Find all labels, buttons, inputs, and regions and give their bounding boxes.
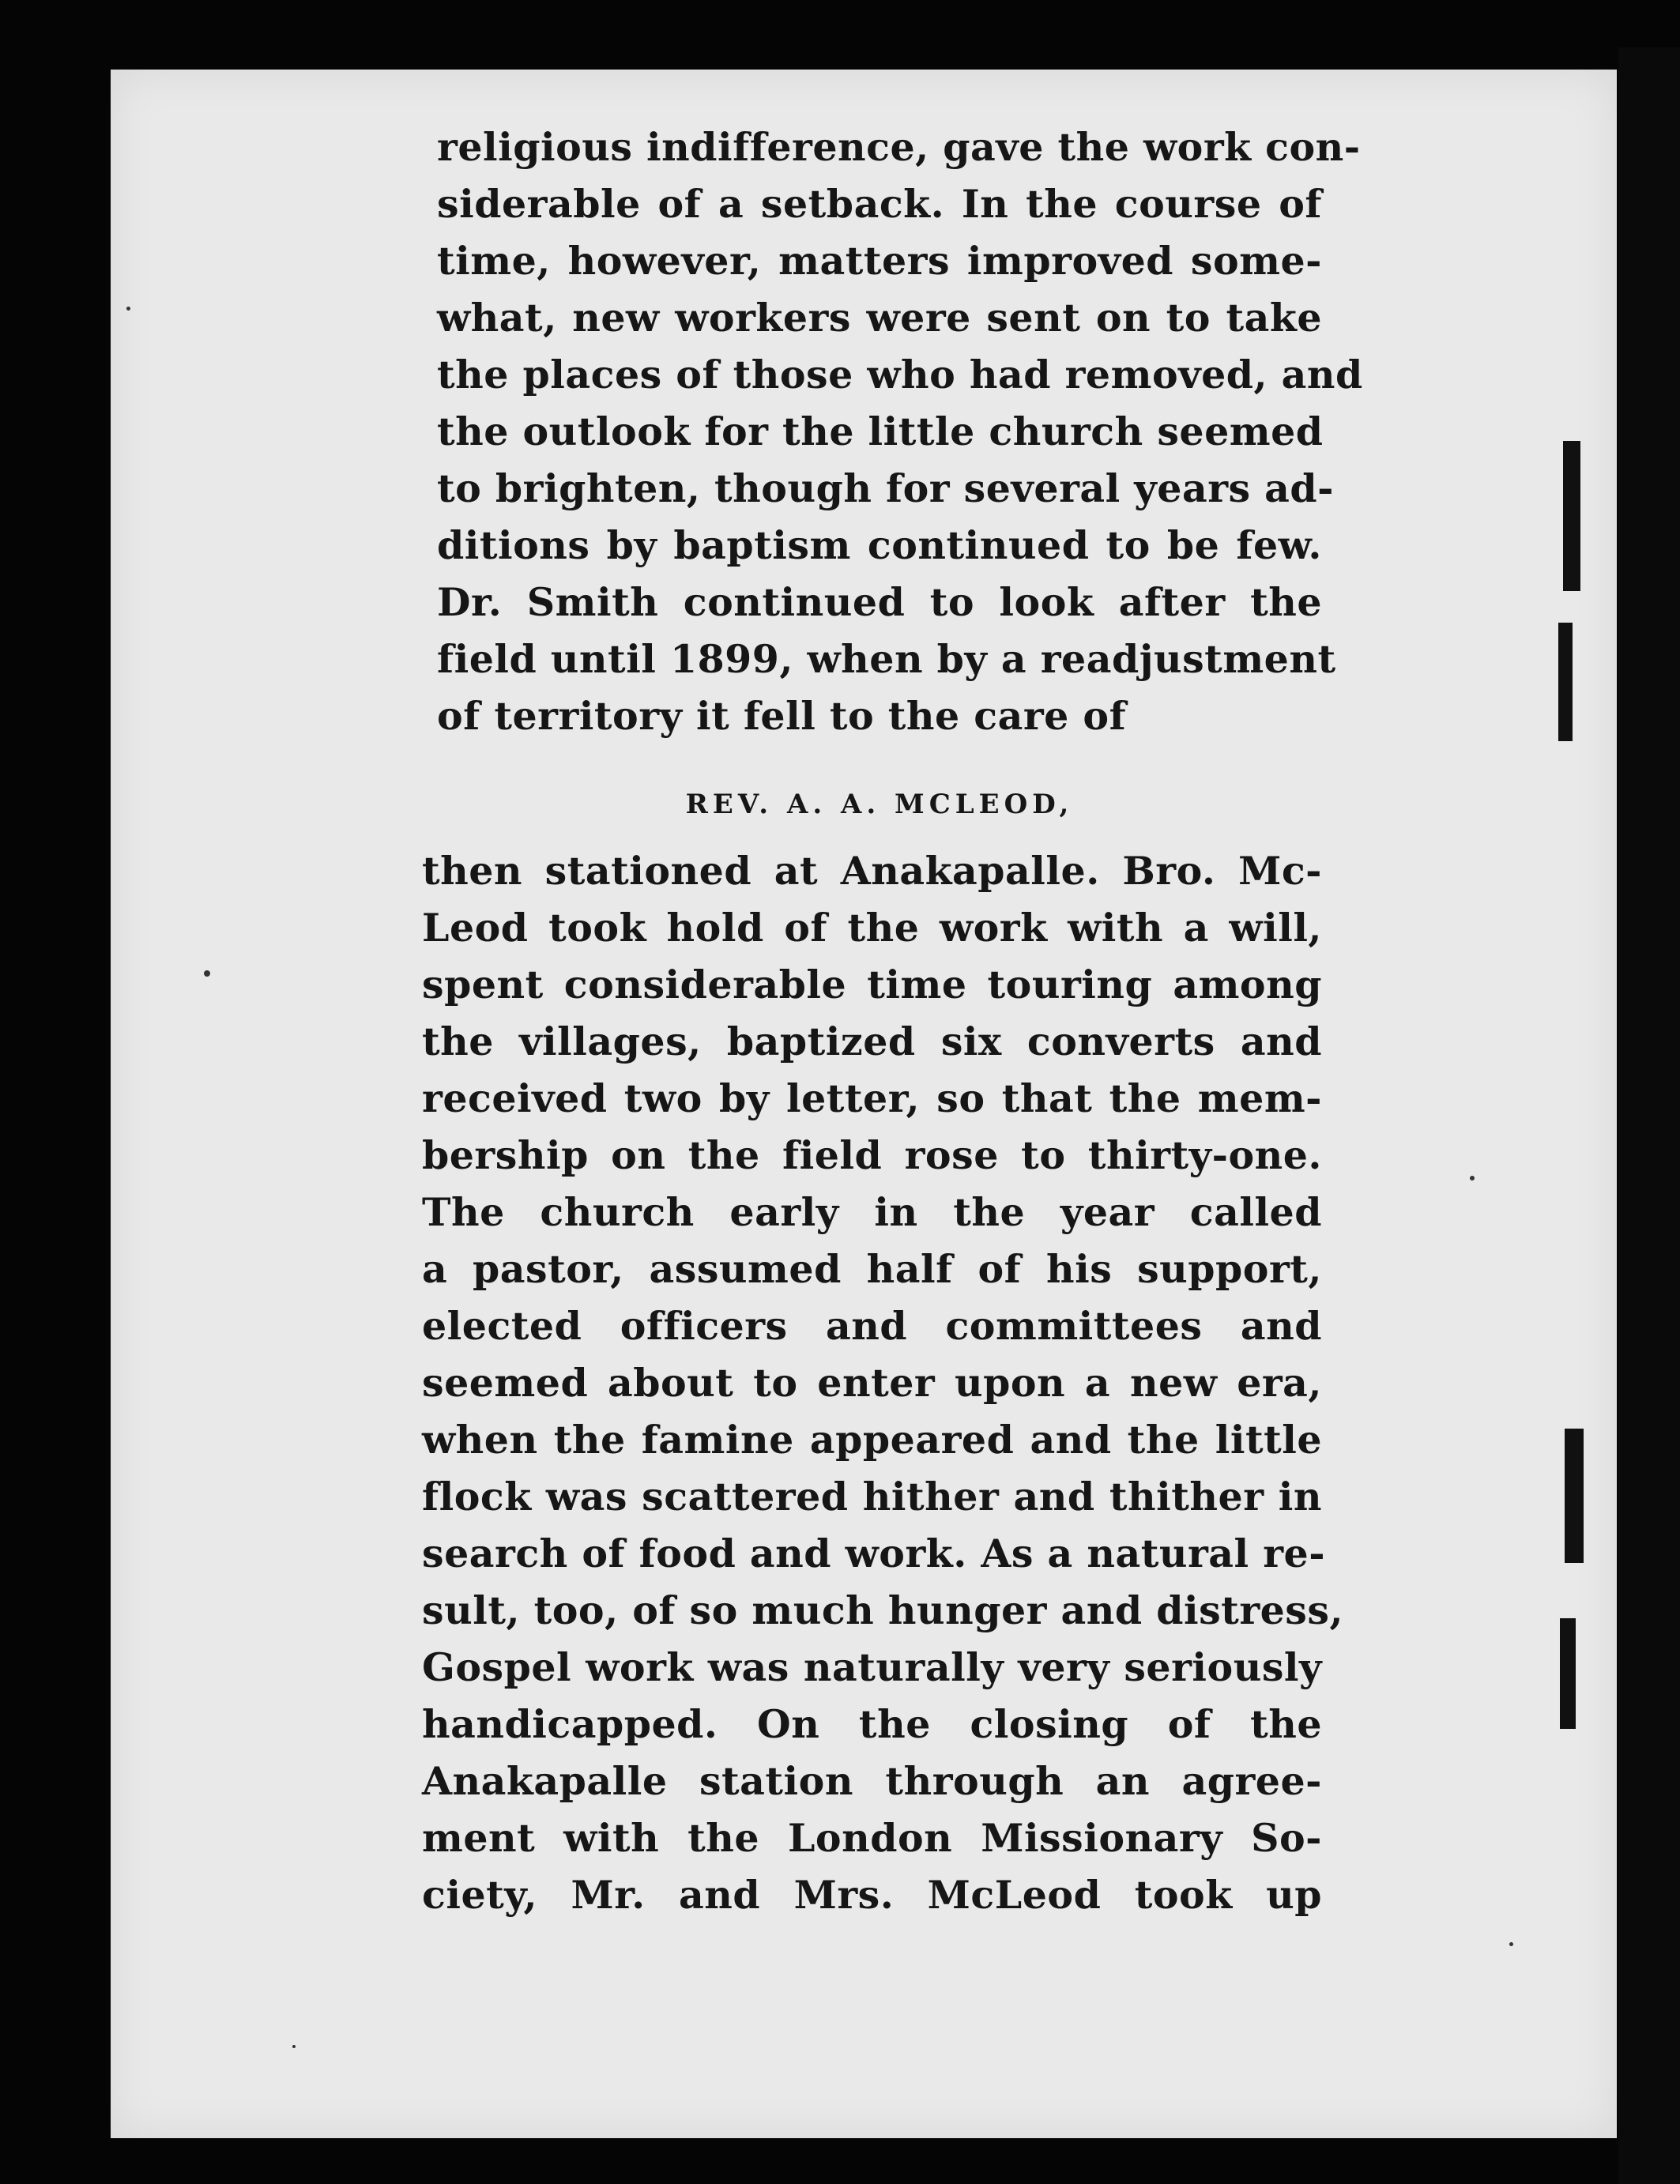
text-line: elected officers and committees and: [422, 1303, 1322, 1349]
page-edge-shadow: [1618, 47, 1680, 2184]
page-text: [422, 119, 1363, 1923]
text-line: the places of those who had removed, and: [437, 352, 1363, 397]
scan-speck: [1509, 1942, 1513, 1946]
paragraph-two: [422, 842, 1344, 1923]
paragraph-one: [437, 119, 1363, 744]
text-line: to brighten, though for several years ad-: [437, 465, 1335, 511]
text-line: spent considerable time touring among: [422, 962, 1322, 1007]
text-line: what, new workers were sent on to take: [437, 295, 1322, 341]
text-line: received two by letter, so that the mem-: [422, 1075, 1322, 1121]
scan-speck: [292, 2045, 296, 2048]
text-line: when the famine appeared and the little: [422, 1417, 1322, 1463]
scan-speck: [126, 307, 130, 311]
scan-speck: [204, 970, 210, 977]
text-line: field until 1899, when by a readjustment: [437, 636, 1336, 682]
text-line: then stationed at Anakapalle. Bro. Mc-: [422, 848, 1322, 894]
binding-mark: [1565, 1429, 1584, 1563]
text-line: siderable of a setback. In the course of: [437, 181, 1322, 227]
text-line: the villages, baptized six converts and: [422, 1019, 1322, 1064]
text-line: religious indifference, gave the work con-: [437, 124, 1361, 170]
text-line: ciety, Mr. and Mrs. McLeod took up: [422, 1872, 1322, 1918]
text-line: of territory it fell to the care of: [437, 693, 1127, 739]
text-line: Leod took hold of the work with a will,: [422, 905, 1322, 951]
text-line: flock was scattered hither and thither in: [422, 1474, 1322, 1519]
text-line: The church early in the year called: [422, 1189, 1322, 1235]
text-line: seemed about to enter upon a new era,: [422, 1360, 1322, 1406]
text-line: ditions by baptism continued to be few.: [437, 522, 1322, 568]
text-line: Gospel work was naturally very seriously: [422, 1644, 1322, 1690]
text-line: a pastor, assumed half of his support,: [422, 1246, 1322, 1292]
section-heading: REV. A. A. MCLEOD,: [685, 789, 1074, 820]
binding-mark: [1560, 1618, 1576, 1729]
scan-speck: [1470, 1176, 1475, 1180]
text-line: search of food and work. As a natural re-: [422, 1531, 1326, 1576]
text-line: handicapped. On the closing of the: [422, 1701, 1322, 1747]
text-line: ment with the London Missionary So-: [422, 1815, 1322, 1861]
binding-mark: [1563, 441, 1580, 591]
text-line: bership on the field rose to thirty-one.: [422, 1132, 1322, 1178]
text-line: Anakapalle station through an agree-: [422, 1758, 1322, 1804]
text-line: sult, too, of so much hunger and distress,: [422, 1587, 1344, 1633]
binding-mark: [1558, 623, 1573, 741]
text-line: time, however, matters improved some-: [437, 238, 1322, 284]
text-line: the outlook for the little church seemed: [437, 409, 1324, 454]
text-line: Dr. Smith continued to look after the: [437, 579, 1322, 625]
